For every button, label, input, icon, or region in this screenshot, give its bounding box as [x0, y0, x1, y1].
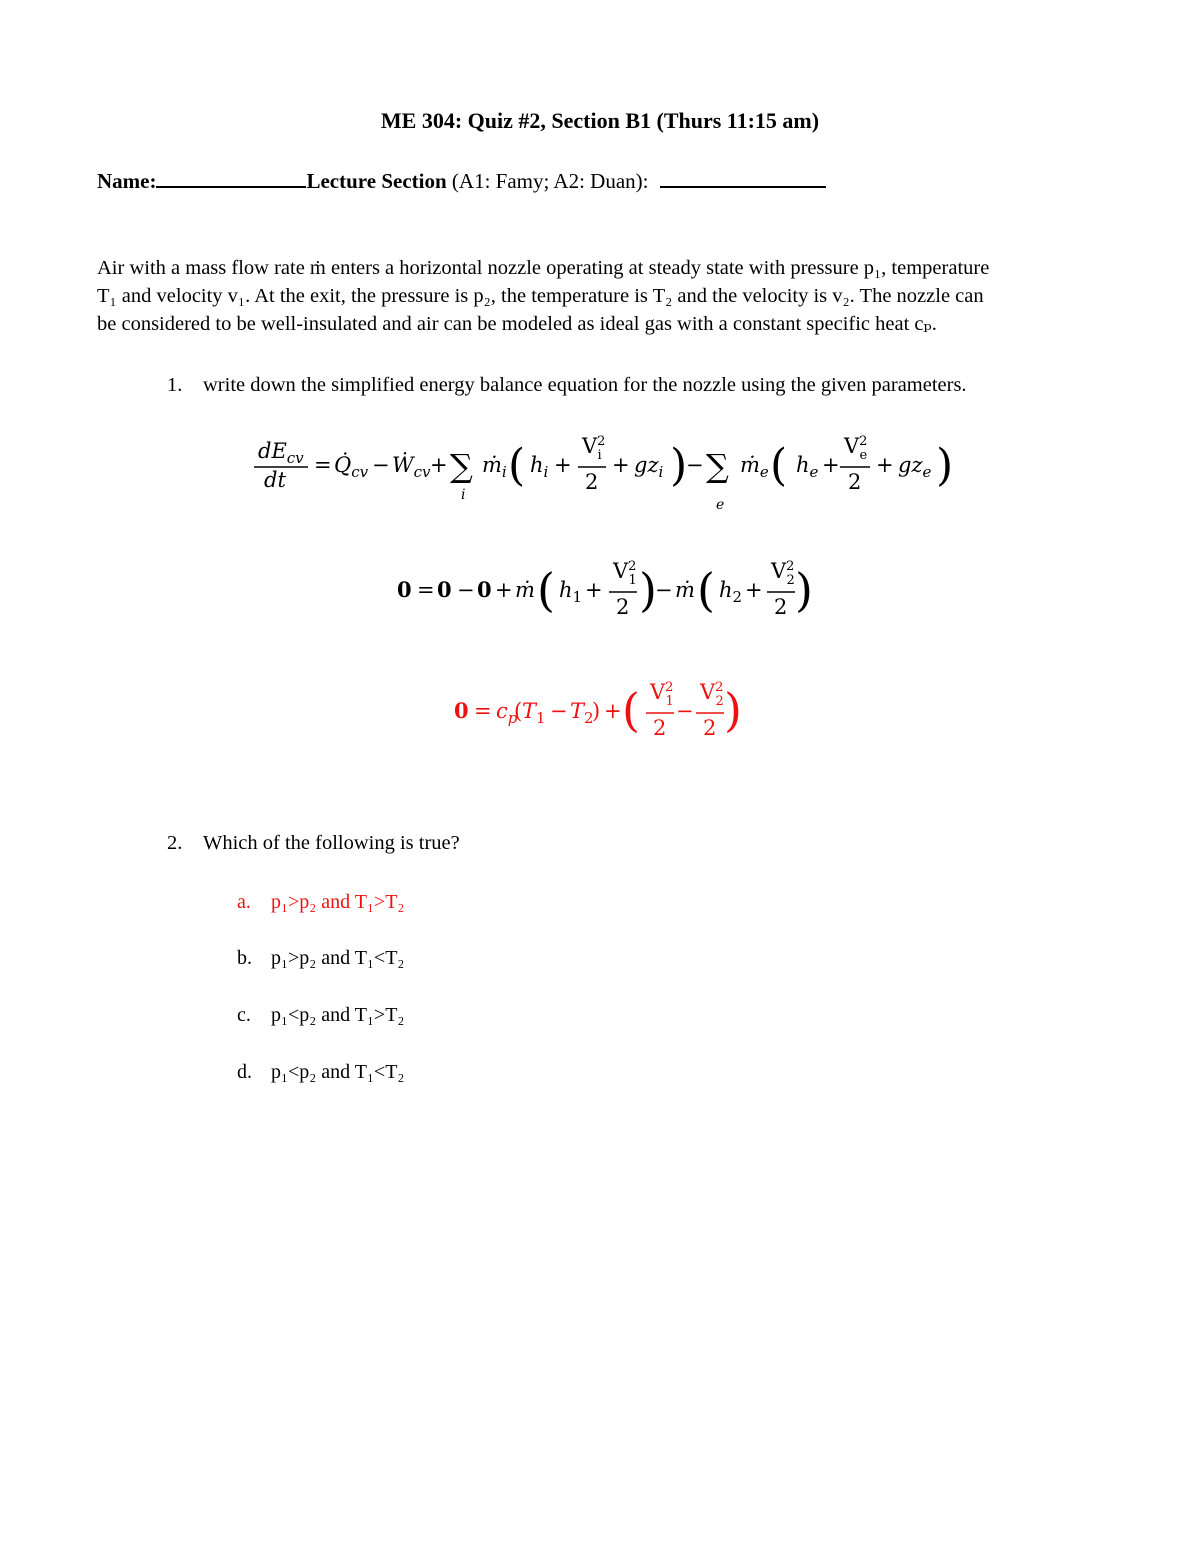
option-a-label: a. [237, 891, 251, 913]
svg-text:=: = [474, 699, 492, 723]
svg-text:+: + [585, 578, 603, 602]
svg-text:h1: $h_1$ [559, 578, 583, 606]
svg-text:V22: $V^2$ 2 [700, 680, 724, 709]
svg-text:+: + [822, 453, 840, 477]
simplified-energy-balance-equation [395, 550, 815, 635]
svg-text:i: i [461, 487, 466, 503]
problem-statement [97, 254, 1112, 338]
svg-text:): ) [592, 699, 601, 723]
quiz-title: ME 304: Quiz #2, Section B1 (Thurs 11:15 am) [380, 108, 820, 133]
svg-text:ṁ: ṁ [675, 578, 695, 602]
svg-text:(: ( [508, 440, 526, 491]
svg-text:0: 0 [397, 577, 412, 602]
svg-text:): ) [670, 440, 688, 491]
svg-text:gze: $gz_e$ [898, 453, 932, 481]
lecture-section-label: Lecture Section [306, 169, 447, 193]
svg-text:V2i: $V^2$ i [582, 434, 606, 463]
svg-text:V21: $V^2$ 1 [650, 680, 674, 709]
svg-text:2: 2 [653, 716, 667, 740]
svg-text:0: 0 [477, 577, 492, 602]
svg-text:ṁi: ṁ$_i$ [482, 453, 507, 481]
svg-text:h2: $h_2$ [719, 578, 743, 606]
option-a-text: p₁>p₂ and T₁>T₂ [271, 891, 405, 913]
svg-text:2: 2 [585, 470, 599, 494]
option-d-label: d. [237, 1061, 252, 1083]
svg-text:0: 0 [454, 698, 469, 723]
svg-text:V22: $V^2$ 2 [771, 559, 795, 588]
name-blank [156, 166, 306, 188]
lecture-section-options: (A1: Famy; A2: Duan): [451, 169, 649, 193]
svg-text:e: e [716, 497, 725, 513]
answer-equation [452, 670, 762, 755]
svg-text:2: 2 [848, 470, 862, 494]
svg-text:dt: dt [264, 468, 286, 492]
svg-text:−: − [457, 578, 475, 602]
svg-text:+: + [604, 699, 622, 723]
svg-text:): ) [724, 683, 742, 737]
svg-text:Ẇcv: Ẇ$_{cv}$ [392, 453, 431, 481]
svg-text:+: + [612, 453, 630, 477]
question-1-text: write down the simplified energy balance equation for the nozzle using the given parameters. [203, 374, 967, 396]
svg-text:V2e: $V^2$ e [844, 434, 868, 463]
question-2 [167, 832, 460, 855]
option-d-text: p₁<p₂ and T₁<T₂ [271, 1061, 405, 1083]
svg-text:∑: ∑ [706, 447, 729, 485]
svg-text:dEcv: $dE_{cv}$ [258, 439, 304, 467]
svg-text:+: + [554, 453, 572, 477]
intro-line-1: Air with a mass flow rate ṁ enters a horizontal nozzle operating at steady state with pressure p₁, temperature [97, 257, 990, 279]
svg-text:0: 0 [437, 577, 452, 602]
option-a[interactable] [237, 891, 404, 914]
svg-text:(: ( [537, 563, 555, 617]
svg-text:(: ( [697, 563, 715, 617]
svg-text:ṁ: ṁ [515, 578, 535, 602]
intro-line-2: T₁ and velocity v₁. At the exit, the pressure is p₂, the temperature is T₂ and the velocity is v₂. The nozzle can [97, 285, 984, 307]
svg-text:): ) [936, 440, 954, 491]
svg-text:T1: $T_1$ [522, 699, 546, 727]
svg-text:−: − [686, 453, 704, 477]
general-energy-balance-equation [250, 425, 970, 520]
svg-text:+: + [495, 578, 513, 602]
svg-text:+: + [876, 453, 894, 477]
svg-text:−: − [372, 453, 390, 477]
svg-text:+: + [745, 578, 763, 602]
option-b-label: b. [237, 947, 252, 969]
intro-line-3: be considered to be well-insulated and air can be modeled as ideal gas with a constant specific heat cₚ. [97, 313, 937, 335]
svg-text:ṁe: ṁ$_e$ [740, 453, 769, 481]
svg-text:(: ( [770, 440, 788, 491]
svg-text:2: 2 [774, 595, 788, 619]
section-blank [660, 166, 826, 188]
question-1 [167, 374, 967, 397]
svg-text:): ) [639, 563, 657, 617]
svg-text:−: − [550, 699, 568, 723]
svg-text:cp: $c_p$ [496, 699, 518, 727]
option-d[interactable] [237, 1061, 404, 1084]
svg-text:∑: ∑ [450, 447, 473, 485]
svg-text:(: ( [514, 699, 523, 723]
svg-text:T2: $T_2$ [570, 699, 594, 727]
svg-text:+: + [430, 453, 448, 477]
svg-text:gzi: $gz_i$ [634, 453, 664, 481]
svg-text:=: = [417, 578, 435, 602]
svg-text:V21: $V^2$ 1 [613, 559, 637, 588]
option-b-text: p₁>p₂ and T₁<T₂ [271, 947, 405, 969]
option-c-label: c. [237, 1004, 251, 1026]
svg-text:he: $h_e$ [796, 453, 819, 481]
svg-text:(: ( [622, 683, 640, 737]
option-c[interactable] [237, 1004, 404, 1027]
question-2-number: 2. [167, 832, 183, 854]
name-section-line [97, 166, 826, 194]
svg-text:2: 2 [616, 595, 630, 619]
option-c-text: p₁<p₂ and T₁>T₂ [271, 1004, 405, 1026]
svg-text:=: = [314, 453, 332, 477]
svg-text:2: 2 [703, 716, 717, 740]
option-b[interactable] [237, 947, 404, 970]
svg-text:hi: $h_i$ [530, 453, 549, 481]
svg-text:−: − [655, 578, 673, 602]
question-2-text: Which of the following is true? [203, 832, 460, 854]
svg-text:−: − [676, 699, 694, 723]
svg-text:): ) [795, 563, 813, 617]
svg-text:Q̇cv: $Q̇_{cv}$ [334, 453, 369, 481]
question-1-number: 1. [167, 374, 183, 396]
name-label: Name: [97, 169, 157, 193]
